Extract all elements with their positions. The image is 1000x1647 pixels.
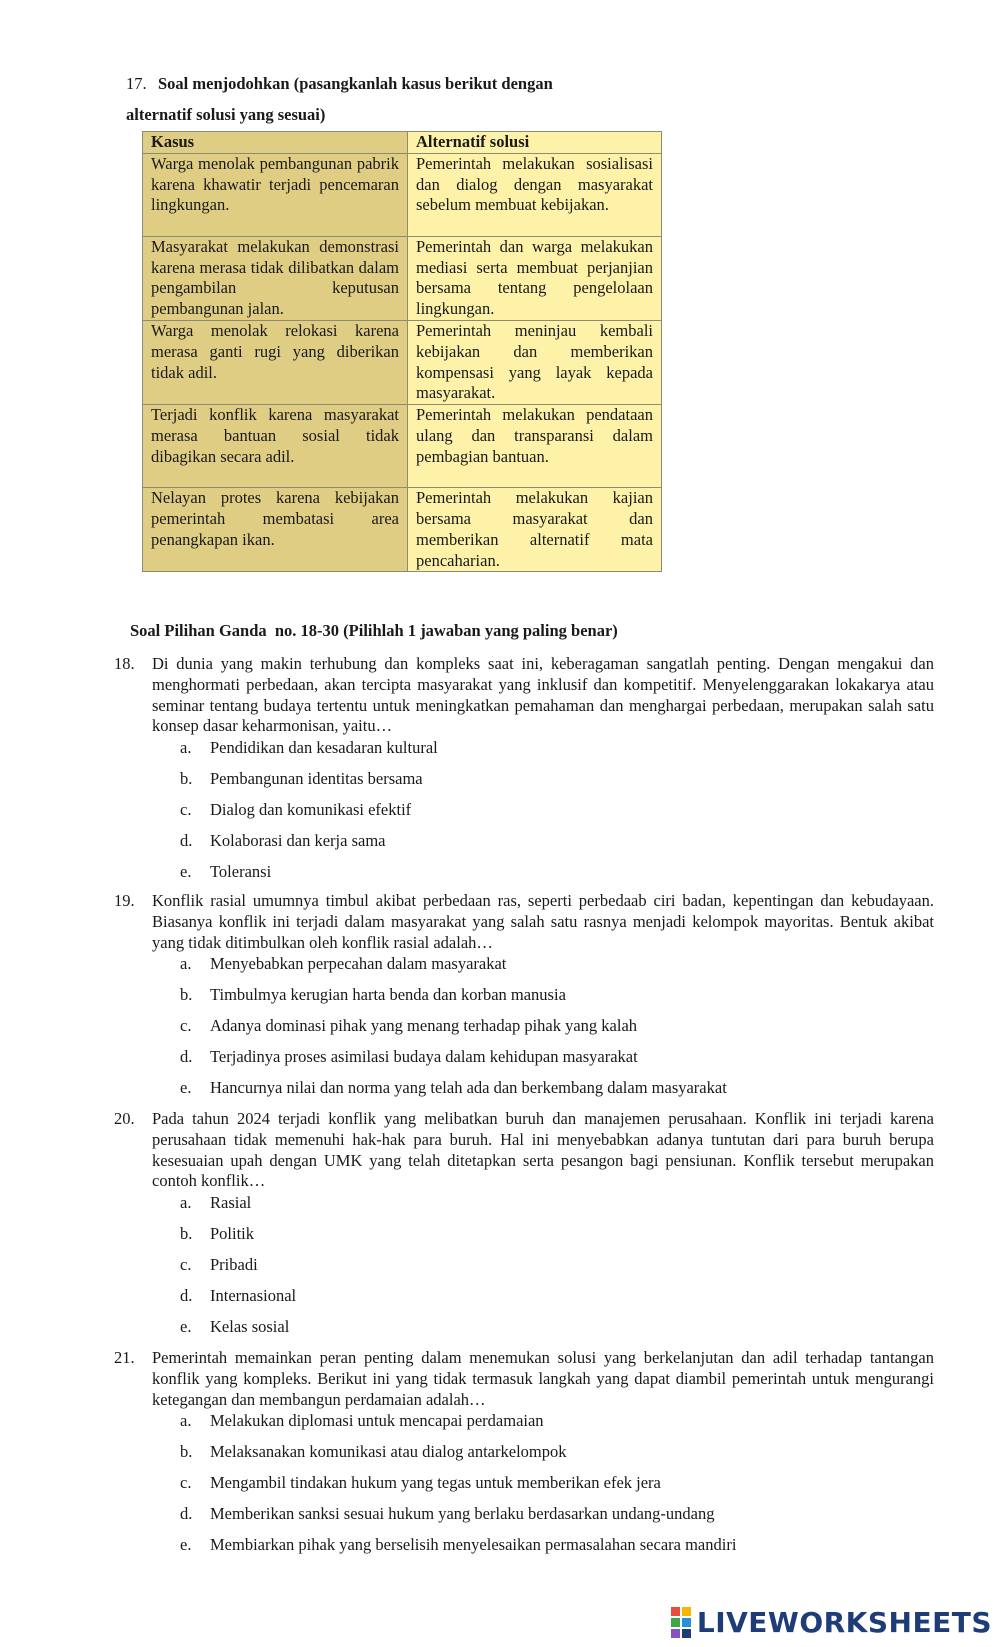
solusi-cell[interactable]: Pemerintah melakukan kajian bersama masyarakat dan memberikan alternatif mata pencaharian. bbox=[408, 488, 662, 572]
logo-text: LIVEWORKSHEETS bbox=[696, 1606, 992, 1639]
option-letter: b. bbox=[180, 769, 193, 789]
table-row bbox=[143, 488, 662, 572]
option-b[interactable] bbox=[114, 1441, 934, 1472]
option-letter: c. bbox=[180, 800, 192, 820]
option-text: Pribadi bbox=[210, 1255, 258, 1275]
question-text: Konflik rasial umumnya timbul akibat perbedaan ras, seperti perbedaab ciri badan, kepentingan dan kebudayaan. Biasanya konflik ini terjadi dalam masyarakat yang salah satu rasnya menjadi kelompok mayoritas. Bentuk akibat yang tidak ditimbulkan oleh konflik rasial adalah… bbox=[152, 891, 934, 952]
question-number: 21. bbox=[114, 1348, 135, 1367]
header-solusi: Alternatif solusi bbox=[408, 132, 662, 154]
solusi-cell[interactable]: Pemerintah melakukan pendataan ulang dan transparansi dalam pembagian bantuan. bbox=[408, 405, 662, 488]
option-letter: d. bbox=[180, 831, 193, 851]
option-text: Melakukan diplomasi untuk mencapai perdamaian bbox=[210, 1411, 544, 1431]
option-a[interactable] bbox=[114, 953, 934, 984]
option-text: Toleransi bbox=[210, 862, 272, 882]
option-b[interactable] bbox=[114, 984, 934, 1015]
option-a[interactable] bbox=[114, 1192, 934, 1223]
option-letter: e. bbox=[180, 1535, 192, 1555]
option-letter: c. bbox=[180, 1255, 192, 1275]
option-e[interactable] bbox=[114, 1534, 934, 1565]
solusi-cell[interactable]: Pemerintah dan warga melakukan mediasi serta membuat perjanjian bersama tentang pengelolaan lingkungan. bbox=[408, 236, 662, 320]
option-letter: d. bbox=[180, 1047, 193, 1067]
question-number: 20. bbox=[114, 1109, 135, 1128]
option-letter: c. bbox=[180, 1016, 192, 1036]
option-e[interactable] bbox=[114, 1077, 934, 1108]
option-text: Mengambil tindakan hukum yang tegas untuk memberikan efek jera bbox=[210, 1473, 661, 1493]
option-e[interactable] bbox=[114, 861, 934, 892]
option-text: Pembangunan identitas bersama bbox=[210, 769, 423, 789]
option-letter: e. bbox=[180, 862, 192, 882]
table-header-row bbox=[143, 132, 662, 154]
option-letter: b. bbox=[180, 1224, 193, 1244]
solusi-cell[interactable]: Pemerintah melakukan sosialisasi dan dialog dengan masyarakat sebelum membuat kebijakan. bbox=[408, 153, 662, 236]
option-letter: b. bbox=[180, 985, 193, 1005]
liveworksheets-logo-icon bbox=[671, 1607, 691, 1638]
question-text: Di dunia yang makin terhubung dan kompleks saat ini, keberagaman sangatlah penting. Dengan mengakui dan menghormati perbedaan, akan tercipta masyarakat yang inklusif dan kompetitif. Menyelenggarakan lokakarya atau seminar tentang budaya tertentu untuk meningkatkan pemahaman dan menghargai perbedaan, merupakan salah satu konsep dasar keharmonisan, yaitu… bbox=[152, 654, 934, 736]
option-c[interactable] bbox=[114, 1254, 934, 1285]
section-title: Soal Pilihan Ganda no. 18-30 (Pilihlah 1 jawaban yang paling benar) bbox=[130, 621, 618, 640]
kasus-cell[interactable]: Warga menolak pembangunan pabrik karena khawatir terjadi pencemaran lingkungan. bbox=[143, 153, 408, 236]
option-a[interactable] bbox=[114, 1410, 934, 1441]
option-text: Membiarkan pihak yang berselisih menyelesaikan permasalahan secara mandiri bbox=[210, 1535, 737, 1555]
matching-table bbox=[142, 131, 662, 572]
option-c[interactable] bbox=[114, 1472, 934, 1503]
option-letter: b. bbox=[180, 1442, 193, 1462]
option-b[interactable] bbox=[114, 1223, 934, 1254]
option-d[interactable] bbox=[114, 1285, 934, 1316]
question-text: Pemerintah memainkan peran penting dalam menemukan solusi yang berkelanjutan dan adil terhadap tantangan konflik yang kompleks. Berikut ini yang tidak termasuk langkah yang dapat diambil pemerintah untuk mengurangi ketegangan dan membangun perdamaian adalah… bbox=[152, 1348, 934, 1409]
option-text: Memberikan sanksi sesuai hukum yang berlaku berdasarkan undang-undang bbox=[210, 1504, 715, 1524]
option-letter: a. bbox=[180, 954, 192, 974]
option-text: Melaksanakan komunikasi atau dialog antarkelompok bbox=[210, 1442, 567, 1462]
option-d[interactable] bbox=[114, 1046, 934, 1077]
kasus-cell[interactable]: Warga menolak relokasi karena merasa ganti rugi yang diberikan tidak adil. bbox=[143, 320, 408, 404]
option-text: Hancurnya nilai dan norma yang telah ada dan berkembang dalam masyarakat bbox=[210, 1078, 727, 1098]
option-text: Menyebabkan perpecahan dalam masyarakat bbox=[210, 954, 507, 974]
option-text: Politik bbox=[210, 1224, 255, 1244]
question-number: 18. bbox=[114, 654, 135, 673]
header-kasus: Kasus bbox=[143, 132, 408, 154]
option-letter: c. bbox=[180, 1473, 192, 1493]
option-letter: a. bbox=[180, 738, 192, 758]
option-text: Adanya dominasi pihak yang menang terhadap pihak yang kalah bbox=[210, 1016, 638, 1036]
question-title-line1: Soal menjodohkan (pasangkanlah kasus berikut dengan bbox=[158, 74, 553, 93]
option-d[interactable] bbox=[114, 830, 934, 861]
liveworksheets-logo bbox=[671, 1606, 992, 1639]
option-list bbox=[114, 1192, 934, 1347]
option-a[interactable] bbox=[114, 737, 934, 768]
option-text: Kelas sosial bbox=[210, 1317, 290, 1337]
question-title-line2: alternatif solusi yang sesuai) bbox=[126, 105, 326, 124]
option-letter: d. bbox=[180, 1286, 193, 1306]
option-b[interactable] bbox=[114, 768, 934, 799]
table-row bbox=[143, 236, 662, 320]
option-list bbox=[114, 737, 934, 892]
question-number: 19. bbox=[114, 891, 135, 910]
kasus-cell[interactable]: Terjadi konflik karena masyarakat merasa bantuan sosial tidak dibagikan secara adil. bbox=[143, 405, 408, 488]
question-17-heading bbox=[126, 68, 726, 130]
option-list bbox=[114, 953, 934, 1108]
option-text: Rasial bbox=[210, 1193, 252, 1213]
option-d[interactable] bbox=[114, 1503, 934, 1534]
option-text: Timbulmya kerugian harta benda dan korban manusia bbox=[210, 985, 566, 1005]
solusi-cell[interactable]: Pemerintah meninjau kembali kebijakan dan memberikan kompensasi yang layak kepada masyarakat. bbox=[408, 320, 662, 404]
question-21 bbox=[114, 1348, 934, 1565]
kasus-cell[interactable]: Masyarakat melakukan demonstrasi karena merasa tidak dilibatkan dalam pengambilan keputusan pembangunan jalan. bbox=[143, 236, 408, 320]
option-c[interactable] bbox=[114, 1015, 934, 1046]
option-letter: d. bbox=[180, 1504, 193, 1524]
option-letter: e. bbox=[180, 1078, 192, 1098]
option-e[interactable] bbox=[114, 1316, 934, 1347]
option-list bbox=[114, 1410, 934, 1565]
option-text: Pendidikan dan kesadaran kultural bbox=[210, 738, 438, 758]
question-20 bbox=[114, 1109, 934, 1347]
option-text: Internasional bbox=[210, 1286, 297, 1306]
option-letter: a. bbox=[180, 1193, 192, 1213]
question-19 bbox=[114, 891, 934, 1108]
table-row bbox=[143, 320, 662, 404]
option-text: Terjadinya proses asimilasi budaya dalam kehidupan masyarakat bbox=[210, 1047, 638, 1067]
option-letter: a. bbox=[180, 1411, 192, 1431]
table-row bbox=[143, 153, 662, 236]
option-c[interactable] bbox=[114, 799, 934, 830]
question-number: 17. bbox=[126, 74, 147, 93]
table-row bbox=[143, 405, 662, 488]
kasus-cell[interactable]: Nelayan protes karena kebijakan pemerintah membatasi area penangkapan ikan. bbox=[143, 488, 408, 572]
option-text: Kolaborasi dan kerja sama bbox=[210, 831, 386, 851]
option-letter: e. bbox=[180, 1317, 192, 1337]
option-text: Dialog dan komunikasi efektif bbox=[210, 800, 412, 820]
question-18 bbox=[114, 654, 934, 892]
question-text: Pada tahun 2024 terjadi konflik yang melibatkan buruh dan manajemen perusahaan. Konflik ini terjadi karena perusahaan tidak memenuhi hak-hak para buruh. Hal ini menyebabkan adanya tuntutan dari para buruh berupa kesesuaian upah dengan UMK yang telah ditetapkan serta pesangon bagi pensiunan. Konflik tersebut merupakan contoh konflik… bbox=[152, 1109, 934, 1191]
